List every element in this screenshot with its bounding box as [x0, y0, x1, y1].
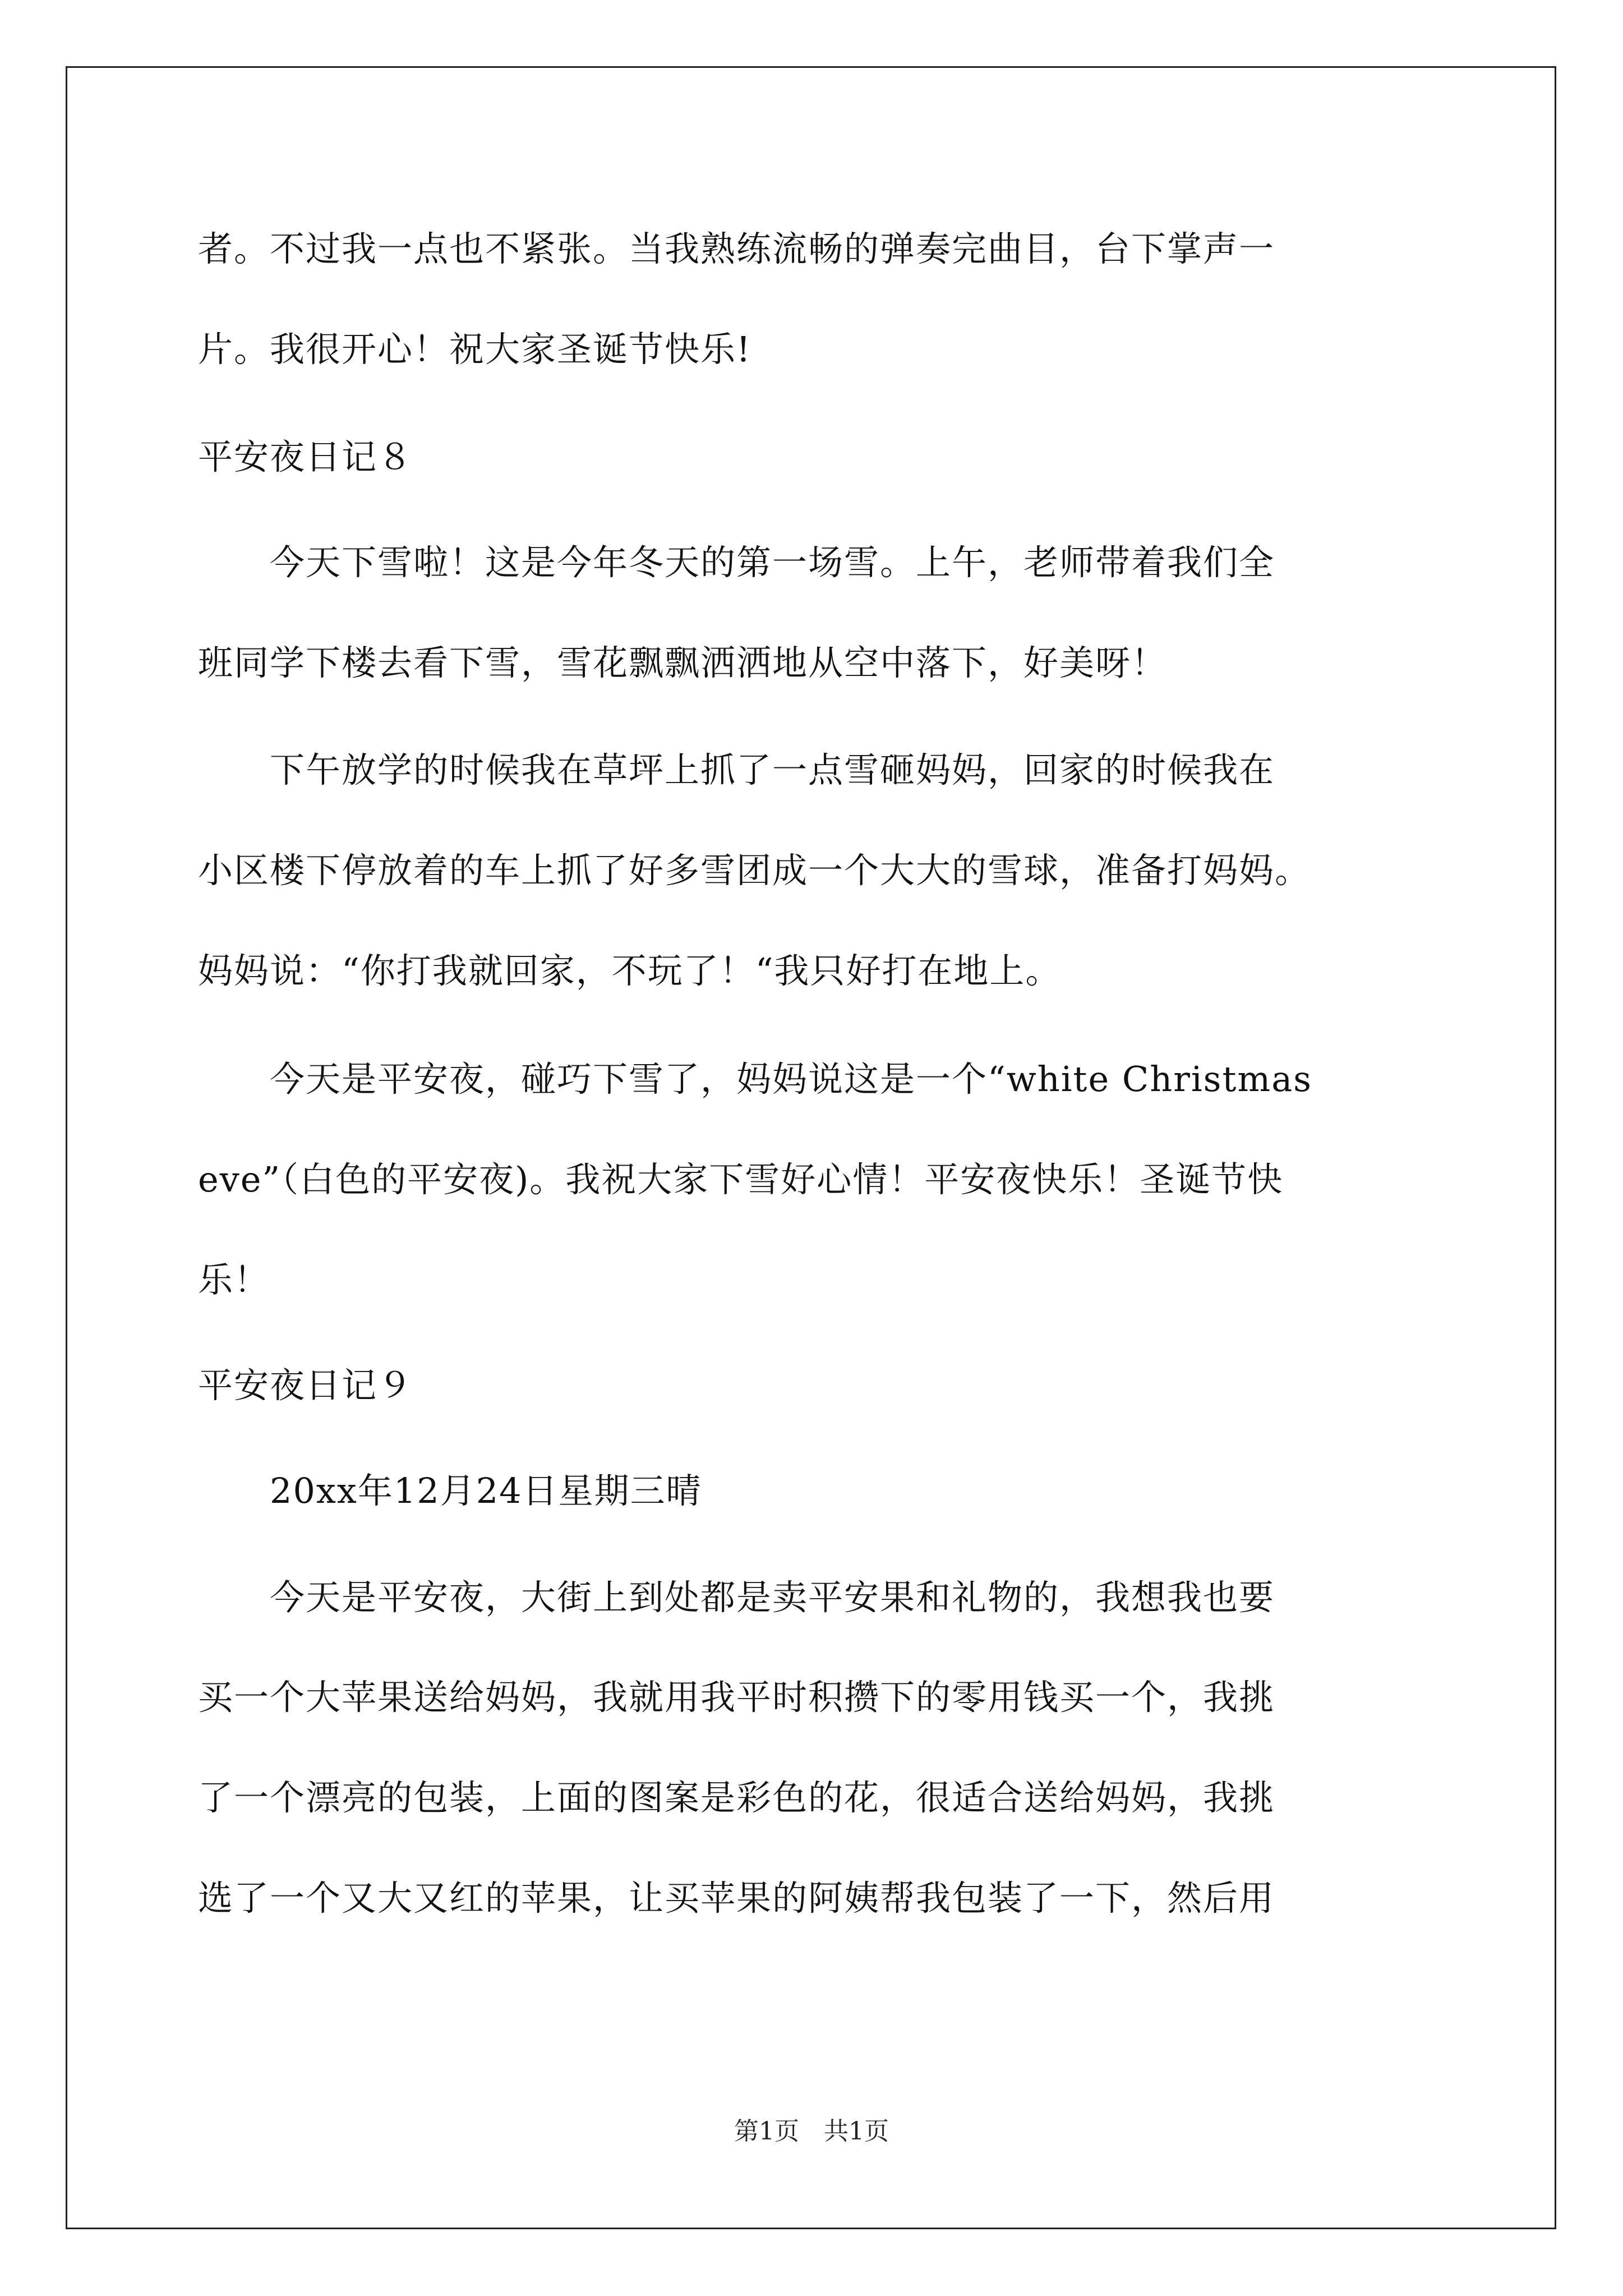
section-heading: 平安夜日记９ — [198, 1365, 414, 1406]
section-heading: 平安夜日记８ — [198, 436, 414, 477]
text-line: 选了一个又大又红的苹果，让买苹果的阿姨帮我包装了一下，然后用 — [198, 1878, 1275, 1918]
text-line: 下午放学的时候我在草坪上抓了一点雪砸妈妈，回家的时候我在 — [198, 749, 1275, 790]
text-line: 班同学下楼去看下雪，雪花飘飘洒洒地从空中落下，好美呀！ — [198, 642, 1168, 683]
text-line: 今天是平安夜，碰巧下雪了，妈妈说这是一个“white Christmas — [198, 1059, 1312, 1099]
text-line: 今天是平安夜，大街上到处都是卖平安果和礼物的，我想我也要 — [198, 1577, 1275, 1618]
text-line: 乐！ — [198, 1259, 270, 1300]
date-line: 20xx年12月24日星期三晴 — [198, 1470, 702, 1511]
page-footer: 第1页 共1页 — [734, 2117, 889, 2146]
text-line: 买一个大苹果送给妈妈，我就用我平时积攒下的零用钱买一个，我挑 — [198, 1677, 1275, 1718]
text-line: 片。我很开心！祝大家圣诞节快乐! — [198, 329, 751, 370]
text-line: 今天下雪啦！这是今年冬天的第一场雪。上午，老师带着我们全 — [198, 542, 1275, 583]
text-line: 妈妈说：“你打我就回家，不玩了！“我只好打在地上。 — [198, 950, 1062, 991]
text-line: 了一个漂亮的包装，上面的图案是彩色的花，很适合送给妈妈，我挑 — [198, 1777, 1275, 1818]
text-line: eve”（白色的平安夜)。我祝大家下雪好心情！平安夜快乐！圣诞节快 — [198, 1159, 1284, 1200]
text-line: 者。不过我一点也不紧张。当我熟练流畅的弹奏完曲目，台下掌声一 — [198, 228, 1275, 269]
text-line: 小区楼下停放着的车上抓了好多雪团成一个大大的雪球，准备打妈妈。 — [198, 850, 1311, 891]
